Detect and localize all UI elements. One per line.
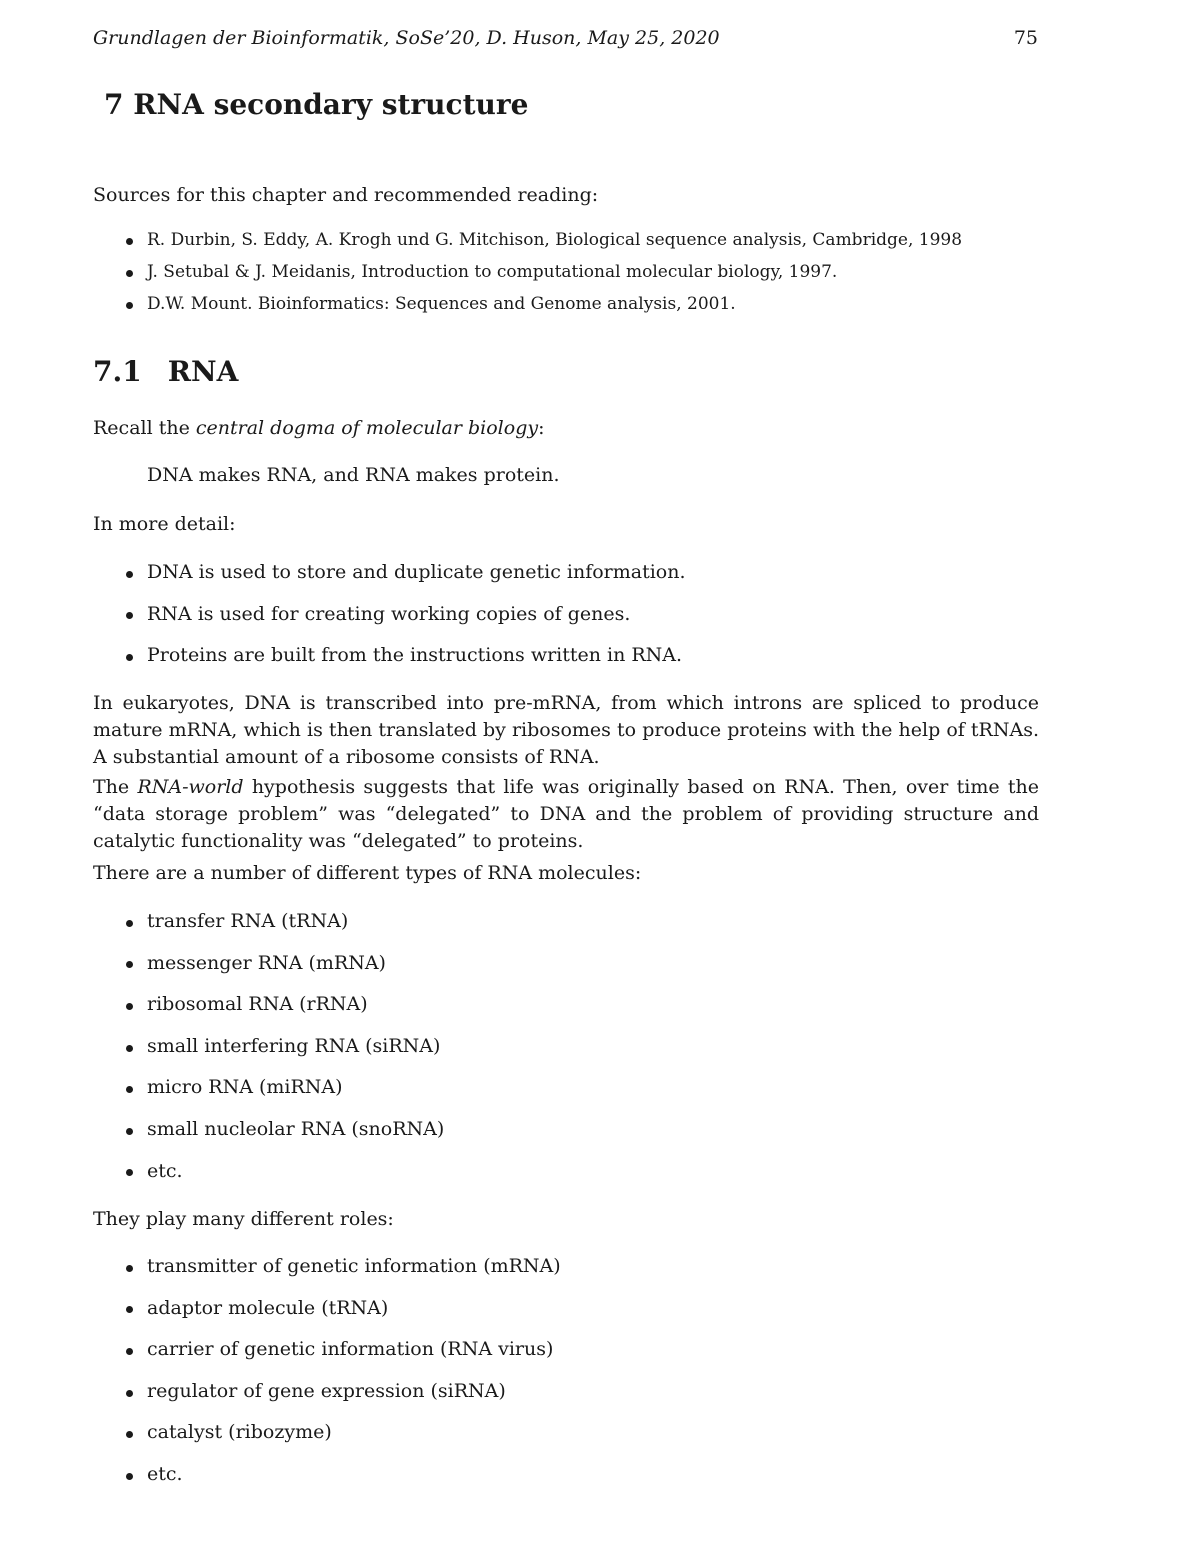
list-item-text: Proteins are built from the instructions written in RNA. [147,644,683,667]
list-item-text: catalyst (ribozyme) [147,1421,332,1444]
recall-emphasis: central dogma of molecular biology [195,417,539,439]
recall-suffix: : [538,417,545,439]
chapter-title: 7 RNA secondary structure [104,88,529,121]
list-item-text: transmitter of genetic information (mRNA) [147,1255,561,1277]
list-item-text: transfer RNA (tRNA) [147,910,349,932]
bullet-icon [126,238,133,245]
bullet-icon [126,1128,133,1135]
list-item [122,984,444,1026]
bullet-icon [126,654,133,661]
rna-world-emphasis: RNA-world [137,776,244,798]
list-item [122,1288,561,1330]
sources-list [122,224,962,320]
list-item [122,552,686,594]
list-item [122,901,444,943]
section-number: 7.1 [93,355,142,388]
bullet-icon [126,612,133,619]
rna-world-prefix: The [93,776,138,798]
section-heading [93,355,238,388]
rna-world-paragraph [93,774,1039,855]
bullet-icon [126,1265,133,1272]
page-number: 75 [1013,27,1038,49]
bullet-icon [126,961,133,968]
types-list [122,901,444,1192]
section-title: RNA [167,355,239,388]
list-item-text: micro RNA (miRNA) [147,1076,343,1099]
running-header: Grundlagen der Bioinformatik, SoSe’20, D. Huson, May 25, 2020 [93,27,720,49]
list-item [122,224,962,256]
recall-paragraph [93,415,1039,442]
list-item-text: R. Durbin, S. Eddy, A. Krogh und G. Mitchison, Biological sequence analysis, Cambridge, 1998 [147,230,963,250]
detail-list [122,552,686,677]
bullet-icon [126,920,133,927]
list-item-text: D.W. Mount. Bioinformatics: Sequences and Genome analysis, 2001. [147,294,736,314]
list-item-text: J. Setubal & J. Meidanis, Introduction to computational molecular biology, 1997. [147,262,838,282]
list-item-text: ribosomal RNA (rRNA) [147,993,368,1016]
list-item [122,1026,444,1068]
bullet-icon [126,1169,133,1176]
list-item [122,1412,561,1454]
bullet-icon [126,1003,133,1010]
bullet-icon [126,1390,133,1397]
roles-intro: They play many different roles: [93,1208,394,1230]
list-item-text: etc. [147,1462,183,1485]
bullet-icon [126,1045,133,1052]
list-item-text: small interfering RNA (siRNA) [147,1034,441,1057]
bullet-icon [126,1348,133,1355]
list-item [122,1329,561,1371]
eukaryotes-paragraph: In eukaryotes, DNA is transcribed into pre-mRNA, from which introns are spliced to produce mature mRNA, which is then translated by ribosomes to produce proteins with the help of tRNAs. A substantial amount of a ribosome consists of RNA. [93,692,1039,768]
list-item [122,1067,444,1109]
bullet-icon [126,1473,133,1480]
list-item [122,943,444,985]
list-item [122,1109,444,1151]
bullet-icon [126,270,133,277]
list-item-text: DNA is used to store and duplicate genetic information. [147,561,686,583]
list-item [122,1151,444,1193]
list-item [122,1371,561,1413]
list-item [122,1454,561,1496]
recall-prefix: Recall the [93,417,196,439]
list-item-text: etc. [147,1159,183,1182]
list-item-text: small nucleolar RNA (snoRNA) [147,1117,445,1140]
types-intro: There are a number of different types of RNA molecules: [93,862,642,884]
list-item [122,288,962,320]
list-item-text: messenger RNA (mRNA) [147,951,386,974]
list-item-text: RNA is used for creating working copies of genes. [147,602,631,625]
central-dogma-quote: DNA makes RNA, and RNA makes protein. [147,464,560,486]
list-item [122,594,686,636]
bullet-icon [126,1086,133,1093]
rna-world-suffix: hypothesis suggests that life was originally based on RNA. Then, over time the “data storage problem” was “delegated” to DNA and the problem of providing structure and catalytic functionality was “delegated” to proteins. [93,776,1039,852]
list-item-text: adaptor molecule (tRNA) [147,1296,389,1319]
list-item [122,1246,561,1288]
bullet-icon [126,571,133,578]
sources-intro: Sources for this chapter and recommended reading: [93,184,599,206]
list-item [122,635,686,677]
bullet-icon [126,302,133,309]
detail-intro: In more detail: [93,513,236,535]
list-item-text: carrier of genetic information (RNA virus) [147,1338,554,1361]
list-item-text: regulator of gene expression (siRNA) [147,1379,506,1402]
list-item [122,256,962,288]
roles-list [122,1246,561,1496]
bullet-icon [126,1431,133,1438]
bullet-icon [126,1306,133,1313]
